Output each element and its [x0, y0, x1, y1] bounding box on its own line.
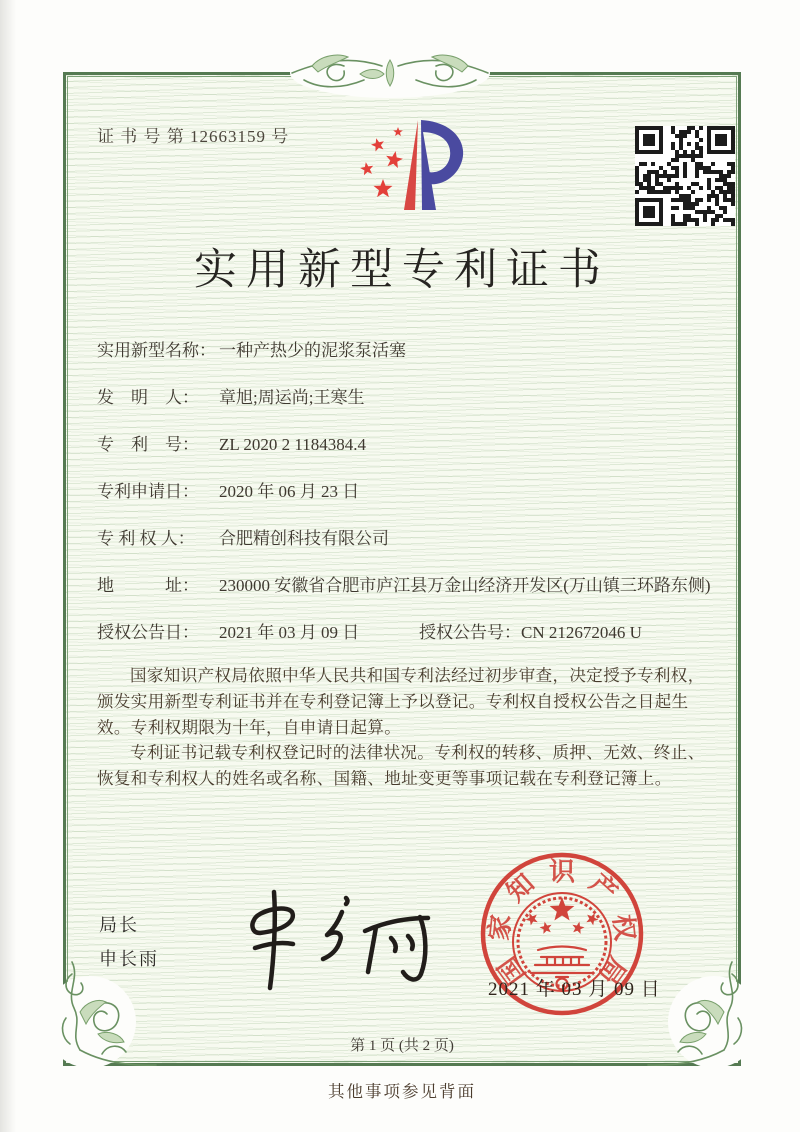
field-filing-date: [97, 479, 711, 505]
bottom-left-corner-ornament-icon: [40, 960, 158, 1078]
field-value: 合肥精创科技有限公司: [219, 529, 389, 548]
field-value: ZL 2020 2 1184384.4: [219, 435, 367, 454]
field-label: 授权公告日：: [97, 623, 199, 642]
svg-text:识: 识: [548, 857, 576, 887]
field-value: CN 212672046 U: [521, 623, 642, 642]
legal-paragraph-1: 国家知识产权局依照中华人民共和国专利法经过初步审查，决定授予专利权，颁发实用新型专利证书并在专利登记簿上予以登记。专利权自授权公告之日起生效。专利权期限为十年，自申请日起算。: [97, 666, 705, 737]
page-number: 第 1 页 (共 2 页): [350, 1038, 454, 1054]
field-grant-date: [97, 620, 419, 646]
field-label: 地 址：: [97, 576, 199, 595]
field-label: 发 明 人：: [97, 388, 199, 407]
field-value: 230000 安徽省合肥市庐江县万金山经济开发区(万山镇三环路东侧): [219, 576, 711, 595]
field-grant-row: [97, 620, 711, 646]
officer-title: 局长: [99, 915, 139, 935]
svg-text:国: 国: [492, 951, 532, 990]
bottom-right-corner-ornament-icon: [646, 960, 764, 1078]
field-value: 一种产热少的泥浆泵活塞: [219, 341, 406, 360]
back-side-note: 其他事项参见背面: [328, 1082, 476, 1101]
field-label: 专 利 权 人：: [97, 529, 195, 548]
field-value: 2020 年 06 月 23 日: [219, 482, 360, 501]
svg-text:权: 权: [607, 913, 640, 942]
cnipa-logo-icon: [338, 112, 468, 230]
legal-text: [97, 663, 707, 792]
scan-edge-shadow: [0, 0, 16, 1132]
certificate-title: 实用新型专利证书: [194, 247, 610, 294]
field-label: 授权公告号：: [419, 623, 521, 642]
seal-date: 2021 年 03 月 09 日: [488, 979, 661, 1000]
top-scroll-ornament-icon: [286, 44, 494, 102]
field-value: 章旭;周运尚;王寒生: [219, 388, 365, 407]
field-label: 专 利 号：: [97, 435, 199, 454]
certificate-fields: [97, 338, 711, 646]
field-grant-number: [419, 620, 642, 646]
field-utility-model-name: [97, 338, 711, 364]
field-label: 专利申请日：: [97, 482, 199, 501]
field-address: [97, 573, 711, 599]
svg-text:知: 知: [501, 868, 540, 908]
qr-code-icon: [635, 126, 735, 226]
officer-name: 申长雨: [99, 949, 159, 969]
field-inventors: [97, 385, 711, 411]
field-patentee: [97, 526, 711, 552]
svg-text:家: 家: [484, 913, 517, 942]
legal-paragraph-2: 专利证书记载专利权登记时的法律状况。专利权的转移、质押、无效、终止、恢复和专利权人的姓名或名称、国籍、地址变更等事项记载在专利登记簿上。: [97, 743, 705, 789]
svg-text:产: 产: [584, 868, 623, 908]
svg-text:局: 局: [592, 951, 632, 990]
director-signature-icon: [224, 878, 439, 993]
officer-block: [99, 908, 159, 976]
field-patent-number: [97, 432, 711, 458]
field-label: 实用新型名称：: [97, 341, 216, 360]
field-value: 2021 年 03 月 09 日: [219, 623, 360, 642]
certificate-number: 证 书 号 第 12663159 号: [97, 127, 290, 146]
